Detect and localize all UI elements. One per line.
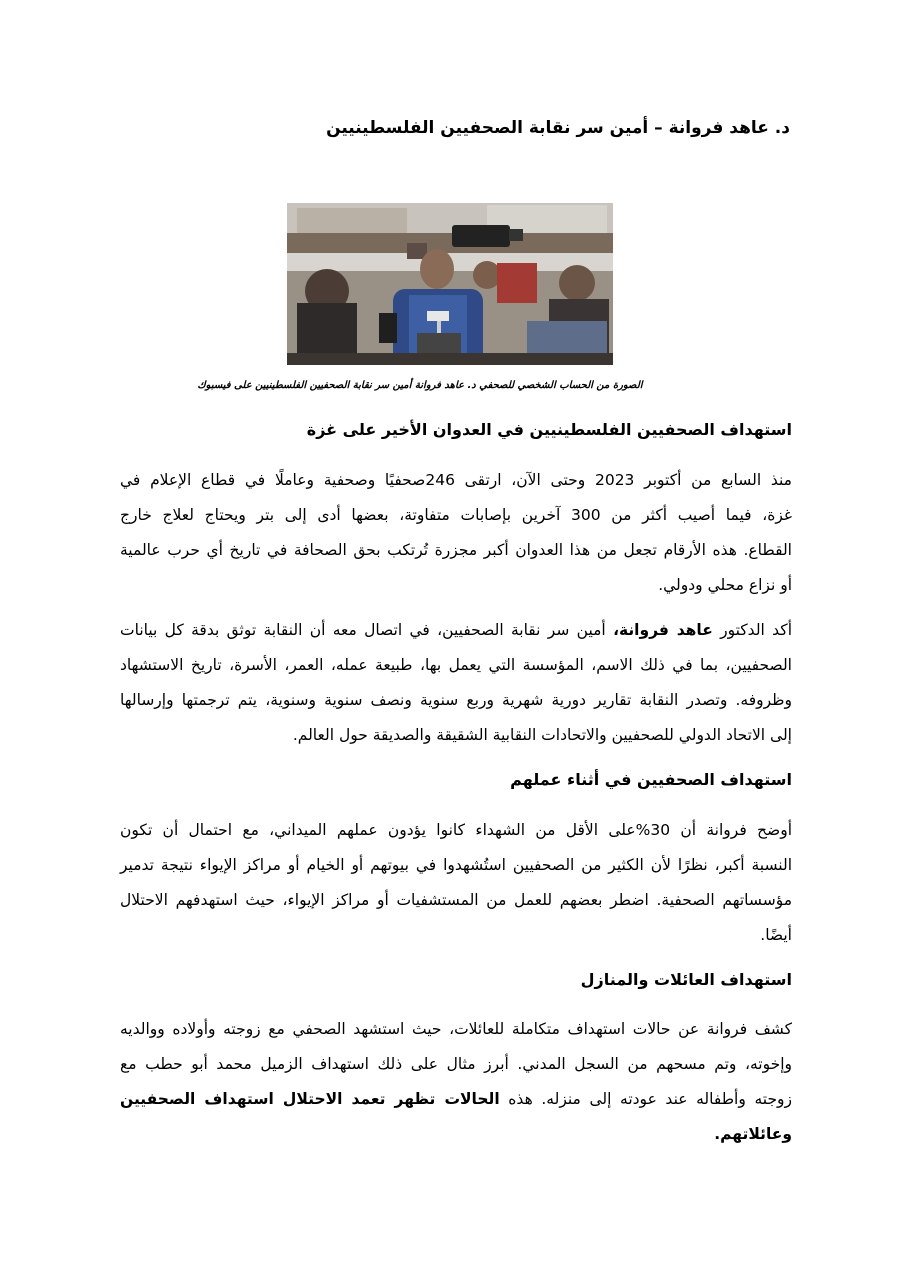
paragraph — [120, 463, 792, 603]
paragraph-text: زوجته وأطفاله عند عودته إلى منزله. هذه — [499, 1090, 792, 1108]
article-photo — [287, 203, 613, 365]
photo-caption: الصورة من الحساب الشخصي للصحفي د. عاهد فروانة أمين سر نقابة الصحفيين الفلسطينيين على فيسبوك — [197, 380, 643, 391]
paragraph-line: كشف فروانة عن حالات استهداف متكاملة للعائلات، حيث استشهد الصحفي مع زوجته وأولاده ووالديه — [120, 1020, 792, 1038]
paragraph-line: وظروفه. وتصدر النقابة تقارير دورية شهرية وربع سنوية ونصف سنوية وسنوية، يتم ترجمتها وإرسالها — [120, 691, 792, 709]
section-heading: استهداف الصحفيين الفلسطينيين في العدوان الأخير على غزة — [306, 420, 792, 439]
paragraph — [120, 813, 792, 953]
emphasis-text: الحالات تظهر تعمد الاحتلال استهداف الصحفيين — [120, 1090, 500, 1108]
paragraph — [120, 1012, 792, 1152]
paragraph-line: إلى الاتحاد الدولي للصحفيين والاتحادات النقابية الشقيقة والصديقة حول العالم. — [292, 726, 792, 744]
paragraph-line — [120, 1082, 792, 1117]
photo-icon — [287, 203, 613, 365]
paragraph-line: أو نزاع محلي ودولي. — [658, 576, 792, 594]
paragraph-line: أيضًا. — [760, 926, 792, 944]
author-byline: د. عاهد فروانة – أمين سر نقابة الصحفيين الفلسطينيين — [326, 118, 790, 138]
paragraph-line — [120, 613, 792, 648]
paragraph-line: مؤسساتهم الصحفية. اضطر بعضهم للعمل من المستشفيات أو مراكز الإيواء، حيث استهدفهم الاحتلال — [120, 891, 792, 909]
paragraph-line: النسبة أكبر، نظرًا لأن الكثير من الصحفيين استُشهدوا في بيوتهم أو الخيام أو مراكز الإيواء نتيجة تدمير — [120, 856, 792, 874]
paragraph-text: أمين سر نقابة الصحفيين، في اتصال معه أن النقابة توثق بدقة كل بيانات — [120, 621, 614, 639]
paragraph — [120, 613, 792, 753]
paragraph-line: القطاع. هذه الأرقام تجعل من هذا العدوان أكبر مجزرة تُرتكب بحق الصحافة في تاريخ أي حرب عالمية — [120, 541, 792, 559]
emphasis-text: وعائلاتهم. — [714, 1125, 792, 1143]
person-name: عاهد فروانة، — [613, 621, 713, 639]
section-heading: استهداف الصحفيين في أثناء عملهم — [510, 770, 792, 789]
paragraph-line: الصحفيين، بما في ذلك الاسم، المؤسسة التي يعمل بها، طبيعة عمله، العمر، الأسرة، تاريخ الاستشهاد — [120, 656, 792, 674]
paragraph-text: أكد الدكتور — [712, 621, 792, 639]
paragraph-line: أوضح فروانة أن 30%على الأقل من الشهداء كانوا يؤدون عملهم الميداني، مع احتمال أن تكون — [120, 821, 792, 839]
paragraph-line: غزة، فيما أصيب أكثر من 300 آخرين بإصابات متفاوتة، بعضها أدى إلى بتر ويحتاج لعلاج خارج — [120, 506, 792, 524]
paragraph-line: منذ السابع من أكتوبر 2023 وحتى الآن، ارتقى 246صحفيًا وصحفية وعاملًا في قطاع الإعلام في — [120, 471, 792, 489]
paragraph-line: وإخوته، وتم مسحهم من السجل المدني. أبرز مثال على ذلك استهداف الزميل محمد أبو حطب مع — [120, 1055, 792, 1073]
section-heading: استهداف العائلات والمنازل — [580, 970, 792, 989]
